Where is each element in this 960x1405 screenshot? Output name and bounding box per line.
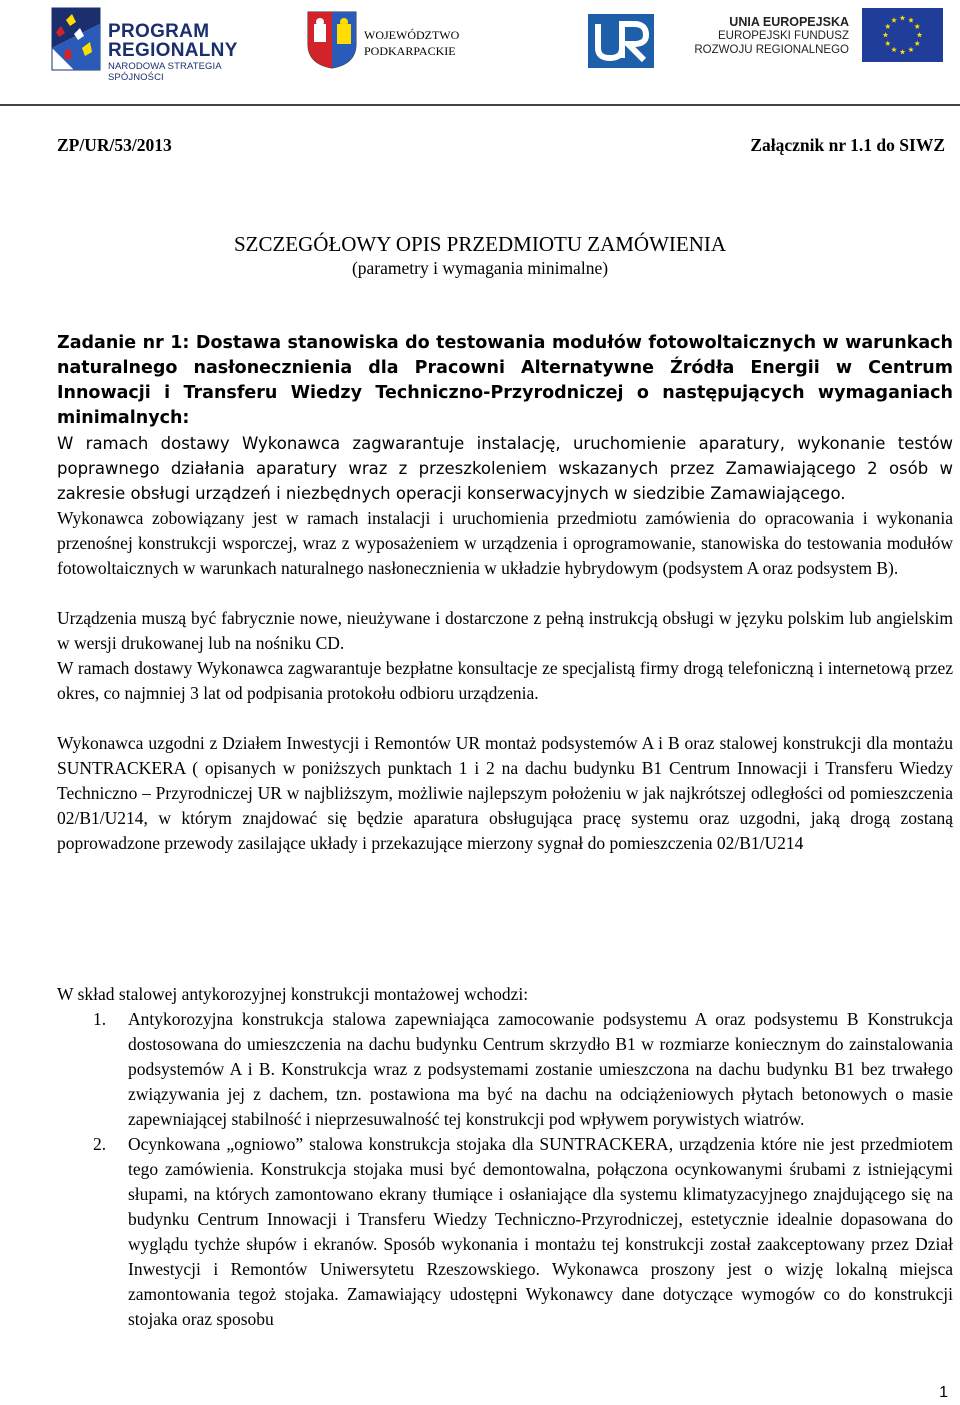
page-title: SZCZEGÓŁOWY OPIS PRZEDMIOTU ZAMÓWIENIA bbox=[233, 232, 727, 256]
document-reference-row bbox=[57, 133, 953, 158]
list-item-number: 2. bbox=[93, 1134, 107, 1154]
document-reference: ZP/UR/53/2013 bbox=[57, 135, 172, 155]
coat-of-arms-icon bbox=[306, 10, 358, 70]
list-item-text: Ocynkowana „ogniowo” stalowa konstrukcja stojaka dla SUNTRACKERA, urządzenia które nie jest przedmiotem tego zamówienia. Konstrukcja stojaka musi być demontowalna, połączona ocynkowanymi śrubami z istniejącymi słupami, na których zamontowano ekrany tłumiące i osłaniające dla systemu klimatyzacyjnego znajdującego się na budynku Centrum Innowacji i Transferu Wiedzy Techniczno-Przyrodniczej, estetycznie idealnie dopasowana do wyglądu tychże słupów i ekranów. Sposób wykonania i montażu tej konstrukcji został zaakceptowany przez Dział Inwestycji i Remontów Uniwersytetu Rzeszowskiego. Wykonawca proszony jest o wizję lokalną miejsca zamontowania tegoż stojaka. Zamawiający udostępni Wykonawcy dane dotyczące wymogów co do konstrukcji stojaka oraz sposobu bbox=[128, 1134, 953, 1329]
paragraph-2: Wykonawca zobowiązany jest w ramach instalacji i uruchomienia przedmiotu zamówienia do opracowania i wykonania przenośnej konstrukcji wsporczej, wraz z wyposażeniem w urządzenia i oprogramowanie, stanowiska do testowania modułów fotowoltaicznych w warunkach naturalnego nasłonecznienia w układzie hybrydowym (podsystem A oraz podsystem B). bbox=[57, 508, 953, 578]
list-item bbox=[57, 1132, 953, 1332]
eu-logo bbox=[694, 8, 943, 68]
paragraph-5: Wykonawca uzgodni z Działem Inwestycji i Remontów UR montaż podsystemów A i B oraz stalowej konstrukcji dla montażu SUNTRACKERA ( opisanych w poniższych punktach 1 i 2 na dachu budynku B1 Centrum Innowacji i Transferu Wiedzy Techniczno – Przyrodniczej UR w najbliższym, możliwie najlepszym położeniu w jak najkrótszej odległości od pomieszczenia 02/B1/U214, w którym znajdować się będzie aparatura obsługująca pracę systemu oraz uzgodni, jaką drogą zostaną poprowadzone przewody zasilające układy i przekazujące mierzony sygnał do pomieszczenia 02/B1/U214 bbox=[57, 733, 953, 853]
program-logo-line3: NARODOWA STRATEGIA SPÓJNOŚCI bbox=[108, 61, 222, 83]
list-item bbox=[57, 1007, 953, 1132]
page-subtitle: (parametry i wymagania minimalne) bbox=[351, 258, 609, 278]
paragraph-4: W ramach dostawy Wykonawca zagwarantuje bezpłatne konsultacje ze specjalistą firmy drogą telefoniczną i internetową przez okres, co najmniej 3 lat od podpisania protokołu odbioru urządzenia. bbox=[57, 658, 953, 703]
task-heading: Zadanie nr 1: Dostawa stanowiska do testowania modułów fotowoltaicznych w warunkach naturalnego nasłonecznienia dla Pracowni Alternatywne Źródła Energii w Centrum Innowacji i Transferu Wiedzy Techniczno-Przyrodniczej o następujących wymaganiach minimalnych: bbox=[57, 333, 953, 428]
page-number: 1 bbox=[939, 1384, 948, 1401]
construction-list bbox=[57, 982, 953, 1332]
list-intro: W skład stalowej antykorozyjnej konstrukcji montażowej wchodzi: bbox=[57, 984, 529, 1004]
list-item-number: 1. bbox=[93, 1009, 107, 1029]
program-regionalny-logo bbox=[44, 4, 274, 83]
list-item-text: Antykorozyjna konstrukcja stalowa zapewniająca zamocowanie podsystemu A oraz podsystemu B Konstrukcja dostosowana do umieszczenia na dachu budynku Centrum skrzydło B1 w rozmiarze koniecznym do zainstalowania podsystemów A i B. Konstrukcja wraz z podsystemami zostanie umieszczona na dachu budynku B1 bez trwałego związywania jej z dachem, tzn. postawiona ma być na dachu na odciążeniowych płytach betonowych o masie zapewniającej stabilność i nieprzesuwalność tej konstrukcji pod wpływem porywistych wiatrów. bbox=[128, 1009, 953, 1129]
eu-logo-line3: ROZWOJU REGIONALNEGO bbox=[694, 44, 849, 56]
university-logo bbox=[588, 14, 654, 68]
program-logo-line1: PROGRAM bbox=[108, 21, 210, 42]
region-logo-line2: PODKARPACKIE bbox=[364, 44, 456, 58]
page-header bbox=[0, 0, 960, 106]
attachment-label: Załącznik nr 1.1 do SIWZ bbox=[750, 135, 945, 155]
eu-flag-icon bbox=[862, 8, 943, 62]
program-regionalny-emblem-icon bbox=[44, 4, 104, 74]
eu-logo-line2: EUROPEJSKI FUNDUSZ bbox=[718, 30, 849, 42]
region-logo-line1: WOJEWÓDZTWO bbox=[364, 28, 460, 42]
paragraph-3: Urządzenia muszą być fabrycznie nowe, nieużywane i dostarczone z pełną instrukcją obsługi w języku polskim lub angielskim w wersji drukowanej lub na nośniku CD. bbox=[57, 608, 953, 653]
header-divider bbox=[0, 104, 960, 106]
paragraph-1: W ramach dostawy Wykonawca zagwarantuje instalację, uruchomienie aparatury, wykonanie testów poprawnego działania aparatury wraz z przeszkoleniem wskazanych przez Zamawiającego 2 osób w zakresie obsługi urządzeń i niezbędnych operacji konserwacyjnych w siedzibie Zamawiającego. bbox=[57, 434, 953, 503]
ur-emblem-icon bbox=[588, 14, 654, 68]
wojewodztwo-logo bbox=[306, 10, 476, 70]
program-logo-line2: REGIONALNY bbox=[108, 40, 238, 61]
eu-logo-line1: UNIA EUROPEJSKA bbox=[729, 15, 849, 29]
